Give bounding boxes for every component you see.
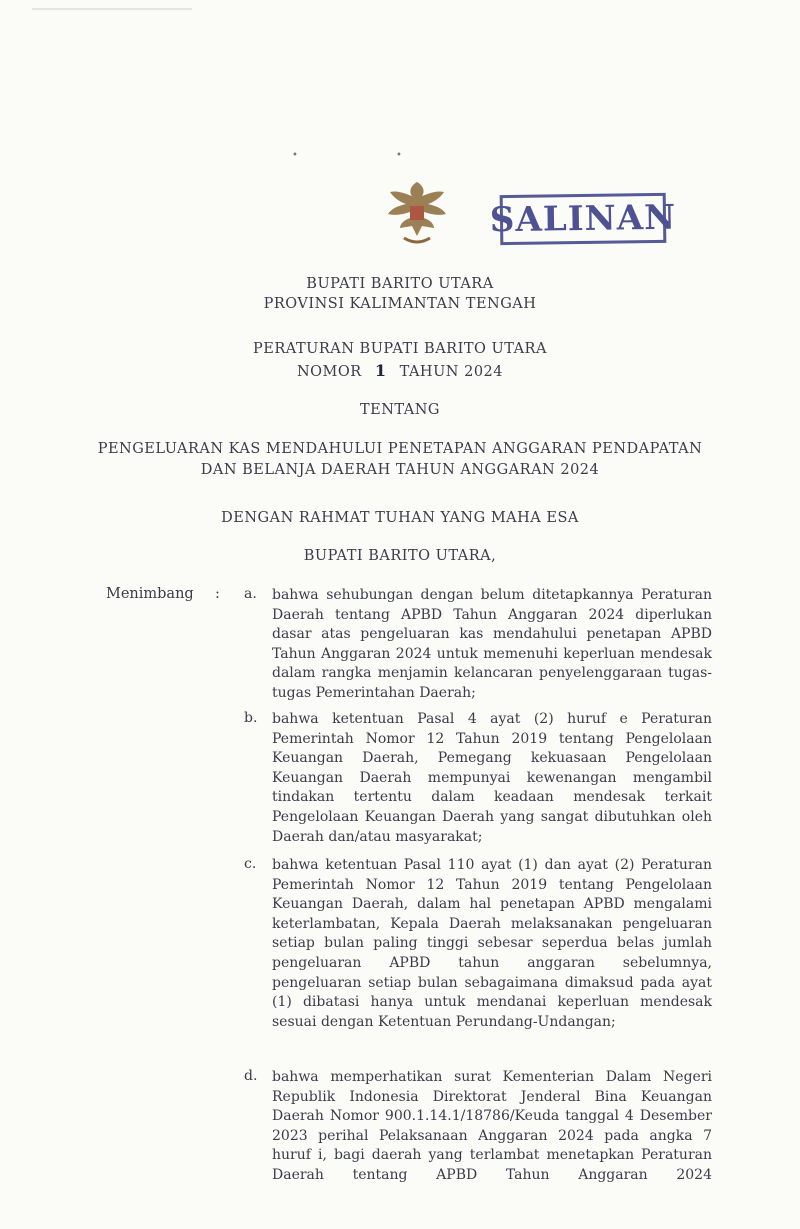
regulation-title: PERATURAN BUPATI BARITO UTARA	[253, 341, 547, 357]
header-line-1: BUPATI BARITO UTARA	[306, 276, 494, 292]
menimbang-colon: :	[215, 586, 220, 602]
menimbang-item-b	[244, 710, 712, 847]
menimbang-label: Menimbang	[106, 586, 194, 602]
item-marker: c.	[244, 856, 257, 872]
nomor-label: NOMOR	[296, 364, 362, 380]
tahun-label: TAHUN 2024	[399, 364, 503, 380]
garuda-emblem-icon	[384, 178, 450, 250]
salinan-stamp: SALINAN	[500, 193, 667, 245]
subject-line-1: PENGELUARAN KAS MENDAHULUI PENETAPAN ANGGARAN PENDAPATAN	[97, 441, 703, 457]
menimbang-item-c	[244, 856, 712, 1032]
menimbang-item-a	[244, 586, 712, 704]
header-line-2: PROVINSI KALIMANTAN TENGAH	[263, 296, 537, 312]
nomor-value: 1	[374, 361, 387, 380]
item-marker: d.	[244, 1068, 258, 1084]
tentang-heading: TENTANG	[359, 402, 441, 418]
scan-dot: •	[396, 150, 402, 161]
scan-mark	[32, 8, 192, 10]
blessing-line: DENGAN RAHMAT TUHAN YANG MAHA ESA	[221, 510, 579, 526]
menimbang-item-d	[244, 1068, 712, 1186]
subject-line-2: DAN BELANJA DAERAH TAHUN ANGGARAN 2024	[200, 462, 600, 478]
item-marker: b.	[244, 710, 258, 726]
official-line: BUPATI BARITO UTARA,	[303, 548, 497, 564]
item-text: bahwa ketentuan Pasal 110 ayat (1) dan ayat (2) Peraturan Pemerintah Nomor 12 Tahun 2019 tentang Pengelolaan Keuangan Daerah, dalam hal penetapan APBD mengalami keterlambatan, Kepala Daerah melaksanakan pengeluaran setiap bulan paling tinggi sebesar seperdua belas jumlah pengeluaran APBD tahun anggaran sebelumnya, pengeluaran setiap bulan sebagaimana dimaksud pada ayat (1) dibatasi hanya untuk mendanai keperluan mendesak sesuai dengan Ketentuan Perundang-Undangan;	[272, 857, 712, 1030]
regulation-number	[0, 361, 800, 380]
item-text: bahwa ketentuan Pasal 4 ayat (2) huruf e Peraturan Pemerintah Nomor 12 Tahun 2019 tentang Pengelolaan Keuangan Daerah, Pemegang kekuasaan Pengelolaan Keuangan Daerah mempunyai kewenangan mengambil tindakan tertentu dalam keadaan mendesak terkait Pengelolaan Keuangan Daerah yang sangat dibutuhkan oleh Daerah dan/atau masyarakat;	[272, 711, 712, 845]
item-marker: a.	[244, 586, 257, 602]
scan-dot: •	[292, 150, 298, 161]
item-text: bahwa memperhatikan surat Kementerian Dalam Negeri Republik Indonesia Direktorat Jenderal Bina Keuangan Daerah Nomor 900.1.14.1/18786/Keuda tanggal 4 Desember 2023 perihal Pelaksanaan Anggaran 2024 pada angka 7 huruf i, bagi daerah yang terlambat menetapkan Peraturan Daerah tentang APBD Tahun Anggaran 2024	[272, 1069, 712, 1183]
item-text: bahwa sehubungan dengan belum ditetapkannya Peraturan Daerah tentang APBD Tahun Anggaran 2024 diperlukan dasar atas pengeluaran kas mendahului penetapan APBD Tahun Anggaran 2024 untuk memenuhi keperluan mendesak dalam rangka menjamin kelancaran penyelenggaraan tugas-tugas Pemerintahan Daerah;	[272, 587, 712, 701]
